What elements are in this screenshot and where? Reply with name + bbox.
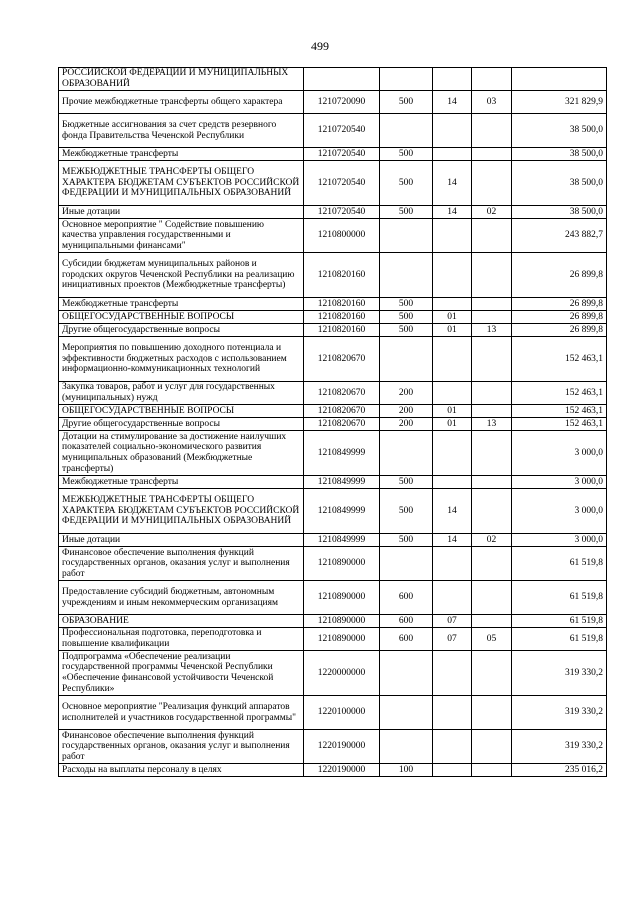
row-section bbox=[433, 651, 472, 696]
row-subsection bbox=[472, 730, 512, 764]
row-section bbox=[433, 253, 472, 298]
row-subsection: 02 bbox=[472, 534, 512, 547]
row-section bbox=[433, 581, 472, 615]
row-target-code: 1210849999 bbox=[304, 476, 380, 489]
row-expense-type bbox=[380, 219, 433, 253]
row-section: 14 bbox=[433, 206, 472, 219]
row-target-code: 1220190000 bbox=[304, 764, 380, 777]
row-amount: 235 016,2 bbox=[512, 764, 607, 777]
table-row bbox=[59, 219, 607, 253]
row-name: Основное мероприятие "Реализация функций аппаратов исполнителей и участников государственной программы" bbox=[59, 696, 304, 730]
row-expense-type: 500 bbox=[380, 311, 433, 324]
row-subsection bbox=[472, 382, 512, 405]
row-name: РОССИЙСКОЙ ФЕДЕРАЦИИ И МУНИЦИПАЛЬНЫХ ОБРАЗОВАНИЙ bbox=[59, 68, 304, 91]
row-name: Расходы на выплаты персоналу в целях bbox=[59, 764, 304, 777]
row-expense-type: 100 bbox=[380, 764, 433, 777]
row-name: Прочие межбюджетные трансферты общего характера bbox=[59, 91, 304, 114]
row-subsection bbox=[472, 148, 512, 161]
row-section: 14 bbox=[433, 91, 472, 114]
row-amount: 38 500,0 bbox=[512, 161, 607, 206]
row-amount: 243 882,7 bbox=[512, 219, 607, 253]
table-row bbox=[59, 547, 607, 581]
row-amount: 26 899,8 bbox=[512, 253, 607, 298]
row-amount: 38 500,0 bbox=[512, 148, 607, 161]
row-amount: 3 000,0 bbox=[512, 534, 607, 547]
row-amount: 319 330,2 bbox=[512, 730, 607, 764]
row-target-code: 1210849999 bbox=[304, 489, 380, 534]
row-amount: 61 519,8 bbox=[512, 581, 607, 615]
row-subsection bbox=[472, 581, 512, 615]
row-expense-type bbox=[380, 114, 433, 148]
row-expense-type: 500 bbox=[380, 298, 433, 311]
row-expense-type: 600 bbox=[380, 615, 433, 628]
row-section: 14 bbox=[433, 161, 472, 206]
row-amount: 3 000,0 bbox=[512, 489, 607, 534]
row-name: Предоставление субсидий бюджетным, автономным учреждениям и иным некоммерческим организациям bbox=[59, 581, 304, 615]
table-row bbox=[59, 651, 607, 696]
table-row bbox=[59, 91, 607, 114]
row-subsection bbox=[472, 311, 512, 324]
row-target-code: 1210820160 bbox=[304, 324, 380, 337]
row-expense-type bbox=[380, 696, 433, 730]
row-subsection bbox=[472, 114, 512, 148]
row-name: Финансовое обеспечение выполнения функций государственных органов, оказания услуг и выполнения работ bbox=[59, 730, 304, 764]
row-name: Подпрограмма «Обеспечение реализации государственной программы Чеченской Республики «Обеспечение финансовой устойчивости Чеченской Республики» bbox=[59, 651, 304, 696]
row-subsection bbox=[472, 219, 512, 253]
budget-table-body bbox=[59, 68, 607, 777]
table-row bbox=[59, 298, 607, 311]
table-row bbox=[59, 161, 607, 206]
row-expense-type: 600 bbox=[380, 628, 433, 651]
row-subsection bbox=[472, 431, 512, 476]
row-expense-type: 500 bbox=[380, 161, 433, 206]
row-target-code: 1210720090 bbox=[304, 91, 380, 114]
row-amount: 319 330,2 bbox=[512, 651, 607, 696]
row-amount: 152 463,1 bbox=[512, 337, 607, 382]
table-row bbox=[59, 324, 607, 337]
row-amount: 26 899,8 bbox=[512, 298, 607, 311]
row-expense-type bbox=[380, 253, 433, 298]
table-row bbox=[59, 696, 607, 730]
row-section: 07 bbox=[433, 615, 472, 628]
row-section: 01 bbox=[433, 405, 472, 418]
row-name: Иные дотации bbox=[59, 206, 304, 219]
row-expense-type bbox=[380, 730, 433, 764]
row-section bbox=[433, 114, 472, 148]
row-target-code: 1210820160 bbox=[304, 311, 380, 324]
row-expense-type bbox=[380, 651, 433, 696]
row-subsection: 13 bbox=[472, 324, 512, 337]
row-expense-type: 500 bbox=[380, 148, 433, 161]
row-subsection bbox=[472, 253, 512, 298]
row-amount: 152 463,1 bbox=[512, 405, 607, 418]
row-section bbox=[433, 547, 472, 581]
row-subsection: 03 bbox=[472, 91, 512, 114]
row-expense-type: 200 bbox=[380, 405, 433, 418]
row-subsection bbox=[472, 476, 512, 489]
row-name: Мероприятия по повышению доходного потенциала и эффективности бюджетных расходов с использованием информационно-коммуникационных технологий bbox=[59, 337, 304, 382]
row-subsection bbox=[472, 68, 512, 91]
row-expense-type bbox=[380, 68, 433, 91]
row-section bbox=[433, 730, 472, 764]
row-expense-type: 500 bbox=[380, 489, 433, 534]
row-expense-type: 500 bbox=[380, 91, 433, 114]
row-name: Другие общегосударственные вопросы bbox=[59, 418, 304, 431]
row-expense-type: 500 bbox=[380, 476, 433, 489]
row-name: Иные дотации bbox=[59, 534, 304, 547]
row-amount: 3 000,0 bbox=[512, 476, 607, 489]
table-row bbox=[59, 114, 607, 148]
table-row bbox=[59, 405, 607, 418]
row-target-code: 1210720540 bbox=[304, 114, 380, 148]
table-row bbox=[59, 253, 607, 298]
row-name: Межбюджетные трансферты bbox=[59, 476, 304, 489]
row-name: Основное мероприятие " Содействие повышению качества управления государственными и муниципальными финансами" bbox=[59, 219, 304, 253]
row-name: МЕЖБЮДЖЕТНЫЕ ТРАНСФЕРТЫ ОБЩЕГО ХАРАКТЕРА БЮДЖЕТАМ СУБЪЕКТОВ РОССИЙСКОЙ ФЕДЕРАЦИИ И МУНИЦИПАЛЬНЫХ ОБРАЗОВАНИЙ bbox=[59, 161, 304, 206]
row-name: Финансовое обеспечение выполнения функций государственных органов, оказания услуг и выполнения работ bbox=[59, 547, 304, 581]
row-subsection bbox=[472, 764, 512, 777]
row-name: ОБЩЕГОСУДАРСТВЕННЫЕ ВОПРОСЫ bbox=[59, 405, 304, 418]
budget-table bbox=[58, 67, 607, 777]
row-target-code: 1210849999 bbox=[304, 431, 380, 476]
page-number: 499 bbox=[311, 39, 329, 53]
row-section bbox=[433, 219, 472, 253]
row-subsection bbox=[472, 615, 512, 628]
row-expense-type: 500 bbox=[380, 206, 433, 219]
row-section: 01 bbox=[433, 418, 472, 431]
row-subsection: 02 bbox=[472, 206, 512, 219]
row-subsection bbox=[472, 161, 512, 206]
row-name: Межбюджетные трансферты bbox=[59, 298, 304, 311]
row-target-code: 1210720540 bbox=[304, 161, 380, 206]
row-amount: 61 519,8 bbox=[512, 615, 607, 628]
row-expense-type bbox=[380, 431, 433, 476]
row-subsection: 13 bbox=[472, 418, 512, 431]
row-expense-type bbox=[380, 547, 433, 581]
table-row bbox=[59, 206, 607, 219]
row-expense-type: 200 bbox=[380, 382, 433, 405]
row-subsection bbox=[472, 298, 512, 311]
row-target-code: 1220000000 bbox=[304, 651, 380, 696]
row-section: 01 bbox=[433, 311, 472, 324]
table-row bbox=[59, 148, 607, 161]
table-row bbox=[59, 337, 607, 382]
row-section bbox=[433, 148, 472, 161]
row-target-code: 1210720540 bbox=[304, 206, 380, 219]
table-row bbox=[59, 581, 607, 615]
row-subsection bbox=[472, 337, 512, 382]
table-row bbox=[59, 764, 607, 777]
row-target-code: 1210800000 bbox=[304, 219, 380, 253]
row-target-code: 1210890000 bbox=[304, 615, 380, 628]
row-target-code: 1210820160 bbox=[304, 298, 380, 311]
row-amount: 3 000,0 bbox=[512, 431, 607, 476]
row-amount: 152 463,1 bbox=[512, 418, 607, 431]
row-amount bbox=[512, 68, 607, 91]
row-section bbox=[433, 476, 472, 489]
row-name: Межбюджетные трансферты bbox=[59, 148, 304, 161]
row-section: 14 bbox=[433, 534, 472, 547]
row-target-code: 1220100000 bbox=[304, 696, 380, 730]
row-target-code: 1210720540 bbox=[304, 148, 380, 161]
row-target-code: 1210820670 bbox=[304, 337, 380, 382]
table-row bbox=[59, 628, 607, 651]
row-section: 01 bbox=[433, 324, 472, 337]
row-name: Бюджетные ассигнования за счет средств резервного фонда Правительства Чеченской Республики bbox=[59, 114, 304, 148]
row-section: 14 bbox=[433, 489, 472, 534]
row-target-code: 1210890000 bbox=[304, 628, 380, 651]
row-expense-type: 200 bbox=[380, 418, 433, 431]
row-name: Закупка товаров, работ и услуг для государственных (муниципальных) нужд bbox=[59, 382, 304, 405]
row-section: 07 bbox=[433, 628, 472, 651]
row-subsection bbox=[472, 489, 512, 534]
row-section bbox=[433, 382, 472, 405]
table-row bbox=[59, 489, 607, 534]
row-name: Дотации на стимулирование за достижение наилучших показателей социально-экономического развития муниципальных образований (Межбюджетные трансферты) bbox=[59, 431, 304, 476]
row-section bbox=[433, 68, 472, 91]
row-target-code: 1210820670 bbox=[304, 418, 380, 431]
row-section bbox=[433, 431, 472, 476]
row-name: Профессиональная подготовка, переподготовка и повышение квалификации bbox=[59, 628, 304, 651]
row-amount: 38 500,0 bbox=[512, 206, 607, 219]
row-name: МЕЖБЮДЖЕТНЫЕ ТРАНСФЕРТЫ ОБЩЕГО ХАРАКТЕРА БЮДЖЕТАМ СУБЪЕКТОВ РОССИЙСКОЙ ФЕДЕРАЦИИ И МУНИЦИПАЛЬНЫХ ОБРАЗОВАНИЙ bbox=[59, 489, 304, 534]
row-amount: 26 899,8 bbox=[512, 324, 607, 337]
row-subsection: 05 bbox=[472, 628, 512, 651]
row-target-code: 1210890000 bbox=[304, 547, 380, 581]
row-name: ОБЩЕГОСУДАРСТВЕННЫЕ ВОПРОСЫ bbox=[59, 311, 304, 324]
row-target-code: 1220190000 bbox=[304, 730, 380, 764]
row-section bbox=[433, 337, 472, 382]
table-row bbox=[59, 311, 607, 324]
table-row bbox=[59, 534, 607, 547]
row-name: ОБРАЗОВАНИЕ bbox=[59, 615, 304, 628]
row-target-code: 1210820670 bbox=[304, 382, 380, 405]
row-amount: 61 519,8 bbox=[512, 547, 607, 581]
row-section bbox=[433, 298, 472, 311]
table-row bbox=[59, 68, 607, 91]
table-row bbox=[59, 418, 607, 431]
row-section bbox=[433, 764, 472, 777]
row-section bbox=[433, 696, 472, 730]
row-target-code bbox=[304, 68, 380, 91]
table-row bbox=[59, 382, 607, 405]
row-target-code: 1210849999 bbox=[304, 534, 380, 547]
row-subsection bbox=[472, 405, 512, 418]
row-target-code: 1210820670 bbox=[304, 405, 380, 418]
row-expense-type: 600 bbox=[380, 581, 433, 615]
row-expense-type: 500 bbox=[380, 534, 433, 547]
row-name: Другие общегосударственные вопросы bbox=[59, 324, 304, 337]
row-amount: 321 829,9 bbox=[512, 91, 607, 114]
row-expense-type bbox=[380, 337, 433, 382]
row-amount: 319 330,2 bbox=[512, 696, 607, 730]
row-expense-type: 500 bbox=[380, 324, 433, 337]
row-amount: 26 899,8 bbox=[512, 311, 607, 324]
row-subsection bbox=[472, 696, 512, 730]
table-row bbox=[59, 476, 607, 489]
row-subsection bbox=[472, 547, 512, 581]
row-amount: 61 519,8 bbox=[512, 628, 607, 651]
table-row bbox=[59, 615, 607, 628]
row-target-code: 1210890000 bbox=[304, 581, 380, 615]
table-row bbox=[59, 730, 607, 764]
row-amount: 152 463,1 bbox=[512, 382, 607, 405]
row-subsection bbox=[472, 651, 512, 696]
row-name: Субсидии бюджетам муниципальных районов и городских округов Чеченской Республики на реализацию инициативных проектов (Межбюджетные трансферты) bbox=[59, 253, 304, 298]
table-row bbox=[59, 431, 607, 476]
row-target-code: 1210820160 bbox=[304, 253, 380, 298]
row-amount: 38 500,0 bbox=[512, 114, 607, 148]
